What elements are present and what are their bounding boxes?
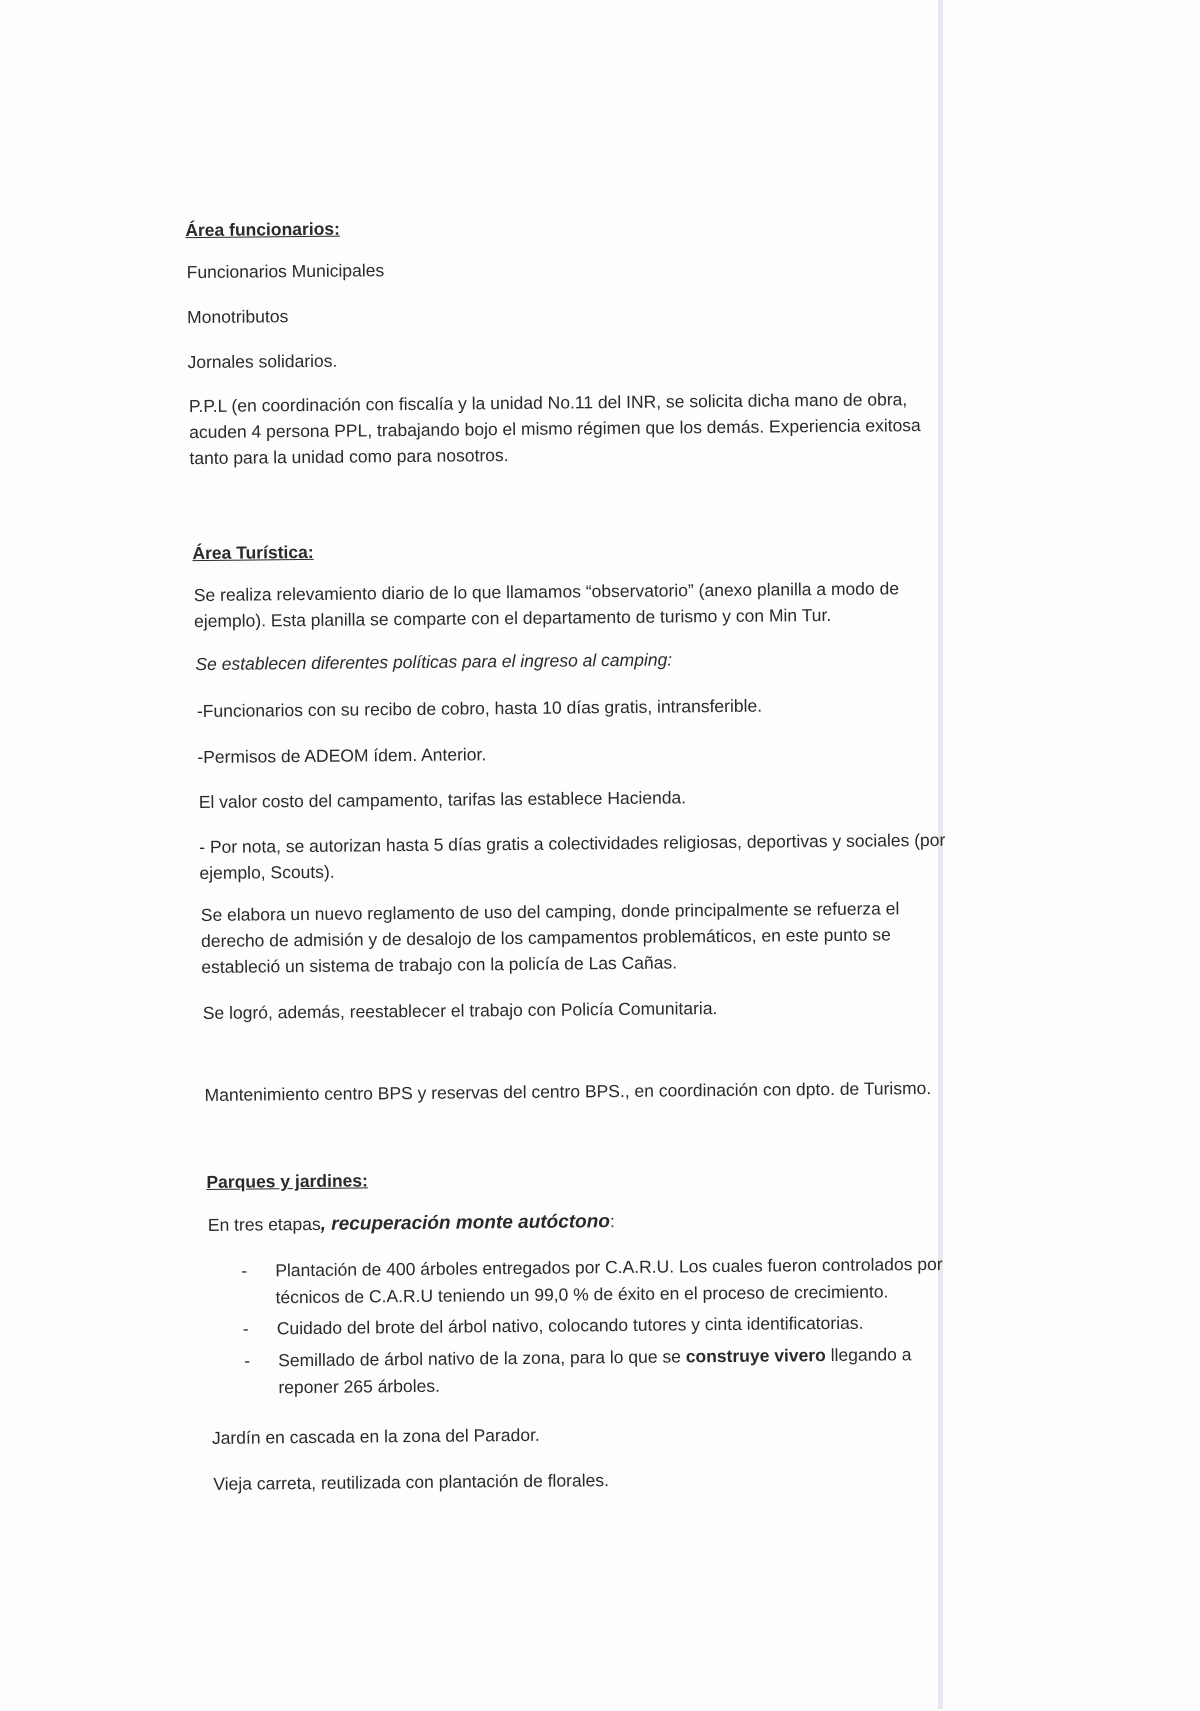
text-line: derecho de admisión y de desalojo de los campamentos problemáticos, en este punto se <box>201 924 891 952</box>
intro-colon: : <box>609 1211 615 1232</box>
text-line: Se realiza relevamiento diario de lo que llamamos “observatorio” (anexo planilla a modo de <box>193 578 900 606</box>
politicas-intro: Se establecen diferentes políticas para el ingreso al camping: <box>195 649 673 675</box>
policia-comunitaria: Se logró, además, reestablecer el trabajo con Policía Comunitaria. <box>202 998 718 1024</box>
text-line: - Por nota, se autorizan hasta 5 días gratis a colectividades religiosas, deportivas y sociales (por <box>199 829 946 858</box>
text-line: acuden 4 persona PPL, trabajando bojo el mismo régimen que los demás. Experiencia exitosa <box>189 415 921 443</box>
vieja-carreta: Vieja carreta, reutilizada con plantación de florales. <box>213 1470 610 1494</box>
parques-intro <box>208 1208 615 1239</box>
text-line: ejemplo, Scouts). <box>199 861 335 884</box>
text-span: llegando a <box>825 1344 912 1366</box>
valor-costo: El valor costo del campamento, tarifas las establece Hacienda. <box>198 787 687 813</box>
text-span: Semillado de árbol nativo de la zona, para lo que se <box>278 1346 686 1371</box>
text-line: ejemplo). Esta planilla se comparte con el departamento de turismo y con Min Tur. <box>193 604 832 632</box>
paragraph-ppl <box>189 386 921 471</box>
jardin-cascada: Jardín en cascada en la zona del Parador. <box>211 1424 540 1448</box>
text-line: Cuidado del brote del árbol nativo, colocando tutores y cinta identificatorias. <box>276 1312 864 1339</box>
item-funcionarios: Funcionarios Municipales <box>186 260 385 283</box>
heading-turistica: Área Turística: <box>192 541 314 564</box>
dash-bullet-icon: - <box>241 1260 248 1281</box>
heading-funcionarios: Área funcionarios: <box>185 218 341 241</box>
item-jornales: Jornales solidarios. <box>187 350 338 373</box>
bullet-semillado <box>244 1341 912 1401</box>
text-line: P.P.L (en coordinación con fiscalía y la unidad No.11 del INR, se solicita dicha mano de obra, <box>188 389 908 417</box>
mantenimiento-bps: Mantenimiento centro BPS y reservas del centro BPS., en coordinación con dpto. de Turismo. <box>204 1078 932 1105</box>
politica-funcionarios: -Funcionarios con su recibo de cobro, hasta 10 días gratis, intransferible. <box>196 695 763 722</box>
bullet-plantacion <box>241 1251 943 1311</box>
paragraph-reglamento <box>201 895 900 980</box>
intro-text: En tres etapas <box>207 1213 321 1235</box>
paragraph-observatorio <box>194 575 900 634</box>
paragraph-por-nota <box>199 827 946 886</box>
bold-text: construye vivero <box>685 1345 826 1367</box>
text-line: estableció un sistema de trabajo con la policía de Las Cañas. <box>201 952 678 978</box>
text-line: tanto para la unidad como para nosotros. <box>189 445 509 469</box>
politica-adeom: -Permisos de ADEOM ídem. Anterior. <box>197 744 487 768</box>
bullet-cuidado <box>242 1310 864 1343</box>
text-line: técnicos de C.A.R.U teniendo un 99,0 % de éxito en el proceso de crecimiento. <box>275 1281 889 1308</box>
heading-parques: Parques y jardines: <box>206 1170 368 1192</box>
dash-bullet-icon: - <box>244 1350 251 1371</box>
item-monotributos: Monotributos <box>187 306 289 328</box>
text-line: Plantación de 400 árboles entregados por C.A.R.U. Los cuales fueron controlados por <box>275 1253 943 1281</box>
text-line: reponer 265 árboles. <box>278 1375 440 1398</box>
dash-bullet-icon: - <box>242 1318 249 1339</box>
text-line: Se elabora un nuevo reglamento de uso del camping, donde principalmente se refuerza el <box>200 898 900 926</box>
intro-emphasis: , recuperación monte autóctono <box>320 1211 611 1235</box>
